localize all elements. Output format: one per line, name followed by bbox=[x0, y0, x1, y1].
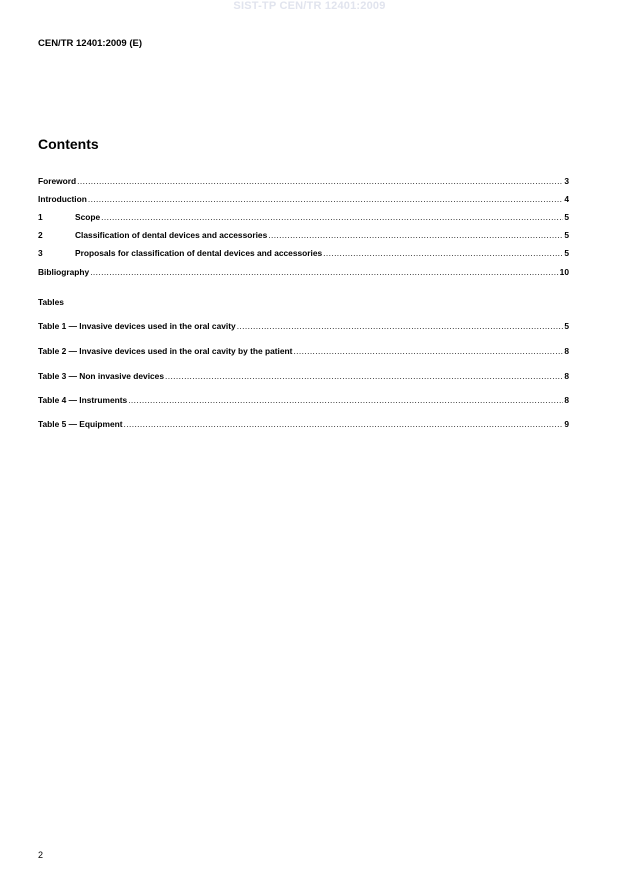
dot-leader bbox=[124, 418, 564, 430]
toc-entry-title: Foreword bbox=[38, 176, 77, 186]
toc-entry-bibliography[interactable] bbox=[38, 266, 569, 278]
table-entry-title: Table 2 — Invasive devices used in the oral cavity by the patient bbox=[38, 346, 293, 356]
table-entry-title: Table 3 — Non invasive devices bbox=[38, 371, 164, 381]
toc-entry-classification[interactable] bbox=[38, 229, 569, 241]
dot-leader bbox=[88, 193, 563, 205]
dot-leader bbox=[323, 247, 563, 259]
table-entry-2[interactable] bbox=[38, 345, 569, 357]
toc-entry-proposals[interactable] bbox=[38, 247, 569, 259]
table-entry-page: 8 bbox=[564, 371, 569, 381]
toc-entry-page: 10 bbox=[559, 267, 569, 277]
table-entry-page: 8 bbox=[564, 346, 569, 356]
table-entry-3[interactable] bbox=[38, 370, 569, 382]
dot-leader bbox=[237, 320, 564, 332]
dot-leader bbox=[165, 370, 563, 382]
toc-entry-number: 3 bbox=[38, 248, 43, 258]
dot-leader bbox=[77, 175, 563, 187]
dot-leader bbox=[90, 266, 558, 278]
toc-entry-page: 5 bbox=[564, 248, 569, 258]
table-entry-1[interactable] bbox=[38, 320, 569, 332]
dot-leader bbox=[293, 345, 563, 357]
toc-entry-number: 2 bbox=[38, 230, 43, 240]
dot-leader bbox=[128, 394, 563, 406]
table-entry-title: Table 4 — Instruments bbox=[38, 395, 128, 405]
toc-entry-foreword[interactable] bbox=[38, 175, 569, 187]
toc-entry-title: Introduction bbox=[38, 194, 87, 204]
toc-entry-scope[interactable] bbox=[38, 211, 569, 223]
page-number: 2 bbox=[38, 850, 44, 860]
toc-entry-page: 3 bbox=[564, 176, 569, 186]
table-entry-title: Table 1 — Invasive devices used in the oral cavity bbox=[38, 321, 236, 331]
watermark: SIST-TP CEN/TR 12401:2009 bbox=[233, 0, 386, 12]
toc-entry-title: Classification of dental devices and accessories bbox=[75, 230, 268, 240]
dot-leader bbox=[268, 229, 563, 241]
table-entry-5[interactable] bbox=[38, 418, 569, 430]
dot-leader bbox=[101, 211, 563, 223]
toc-entry-page: 5 bbox=[564, 230, 569, 240]
tables-heading: Tables bbox=[38, 297, 64, 307]
toc-entry-page: 5 bbox=[564, 212, 569, 222]
toc-entry-title: Bibliography bbox=[38, 267, 90, 277]
contents-title: Contents bbox=[38, 136, 99, 152]
table-entry-page: 8 bbox=[564, 395, 569, 405]
toc-entry-number: 1 bbox=[38, 212, 43, 222]
document-id: CEN/TR 12401:2009 (E) bbox=[38, 38, 143, 49]
table-entry-4[interactable] bbox=[38, 394, 569, 406]
table-entry-title: Table 5 — Equipment bbox=[38, 419, 123, 429]
toc-entry-title: Proposals for classification of dental devices and accessories bbox=[75, 248, 323, 258]
table-entry-page: 9 bbox=[564, 419, 569, 429]
toc-entry-page: 4 bbox=[564, 194, 569, 204]
toc-entry-introduction[interactable] bbox=[38, 193, 569, 205]
toc-entry-title: Scope bbox=[75, 212, 101, 222]
table-entry-page: 5 bbox=[564, 321, 569, 331]
